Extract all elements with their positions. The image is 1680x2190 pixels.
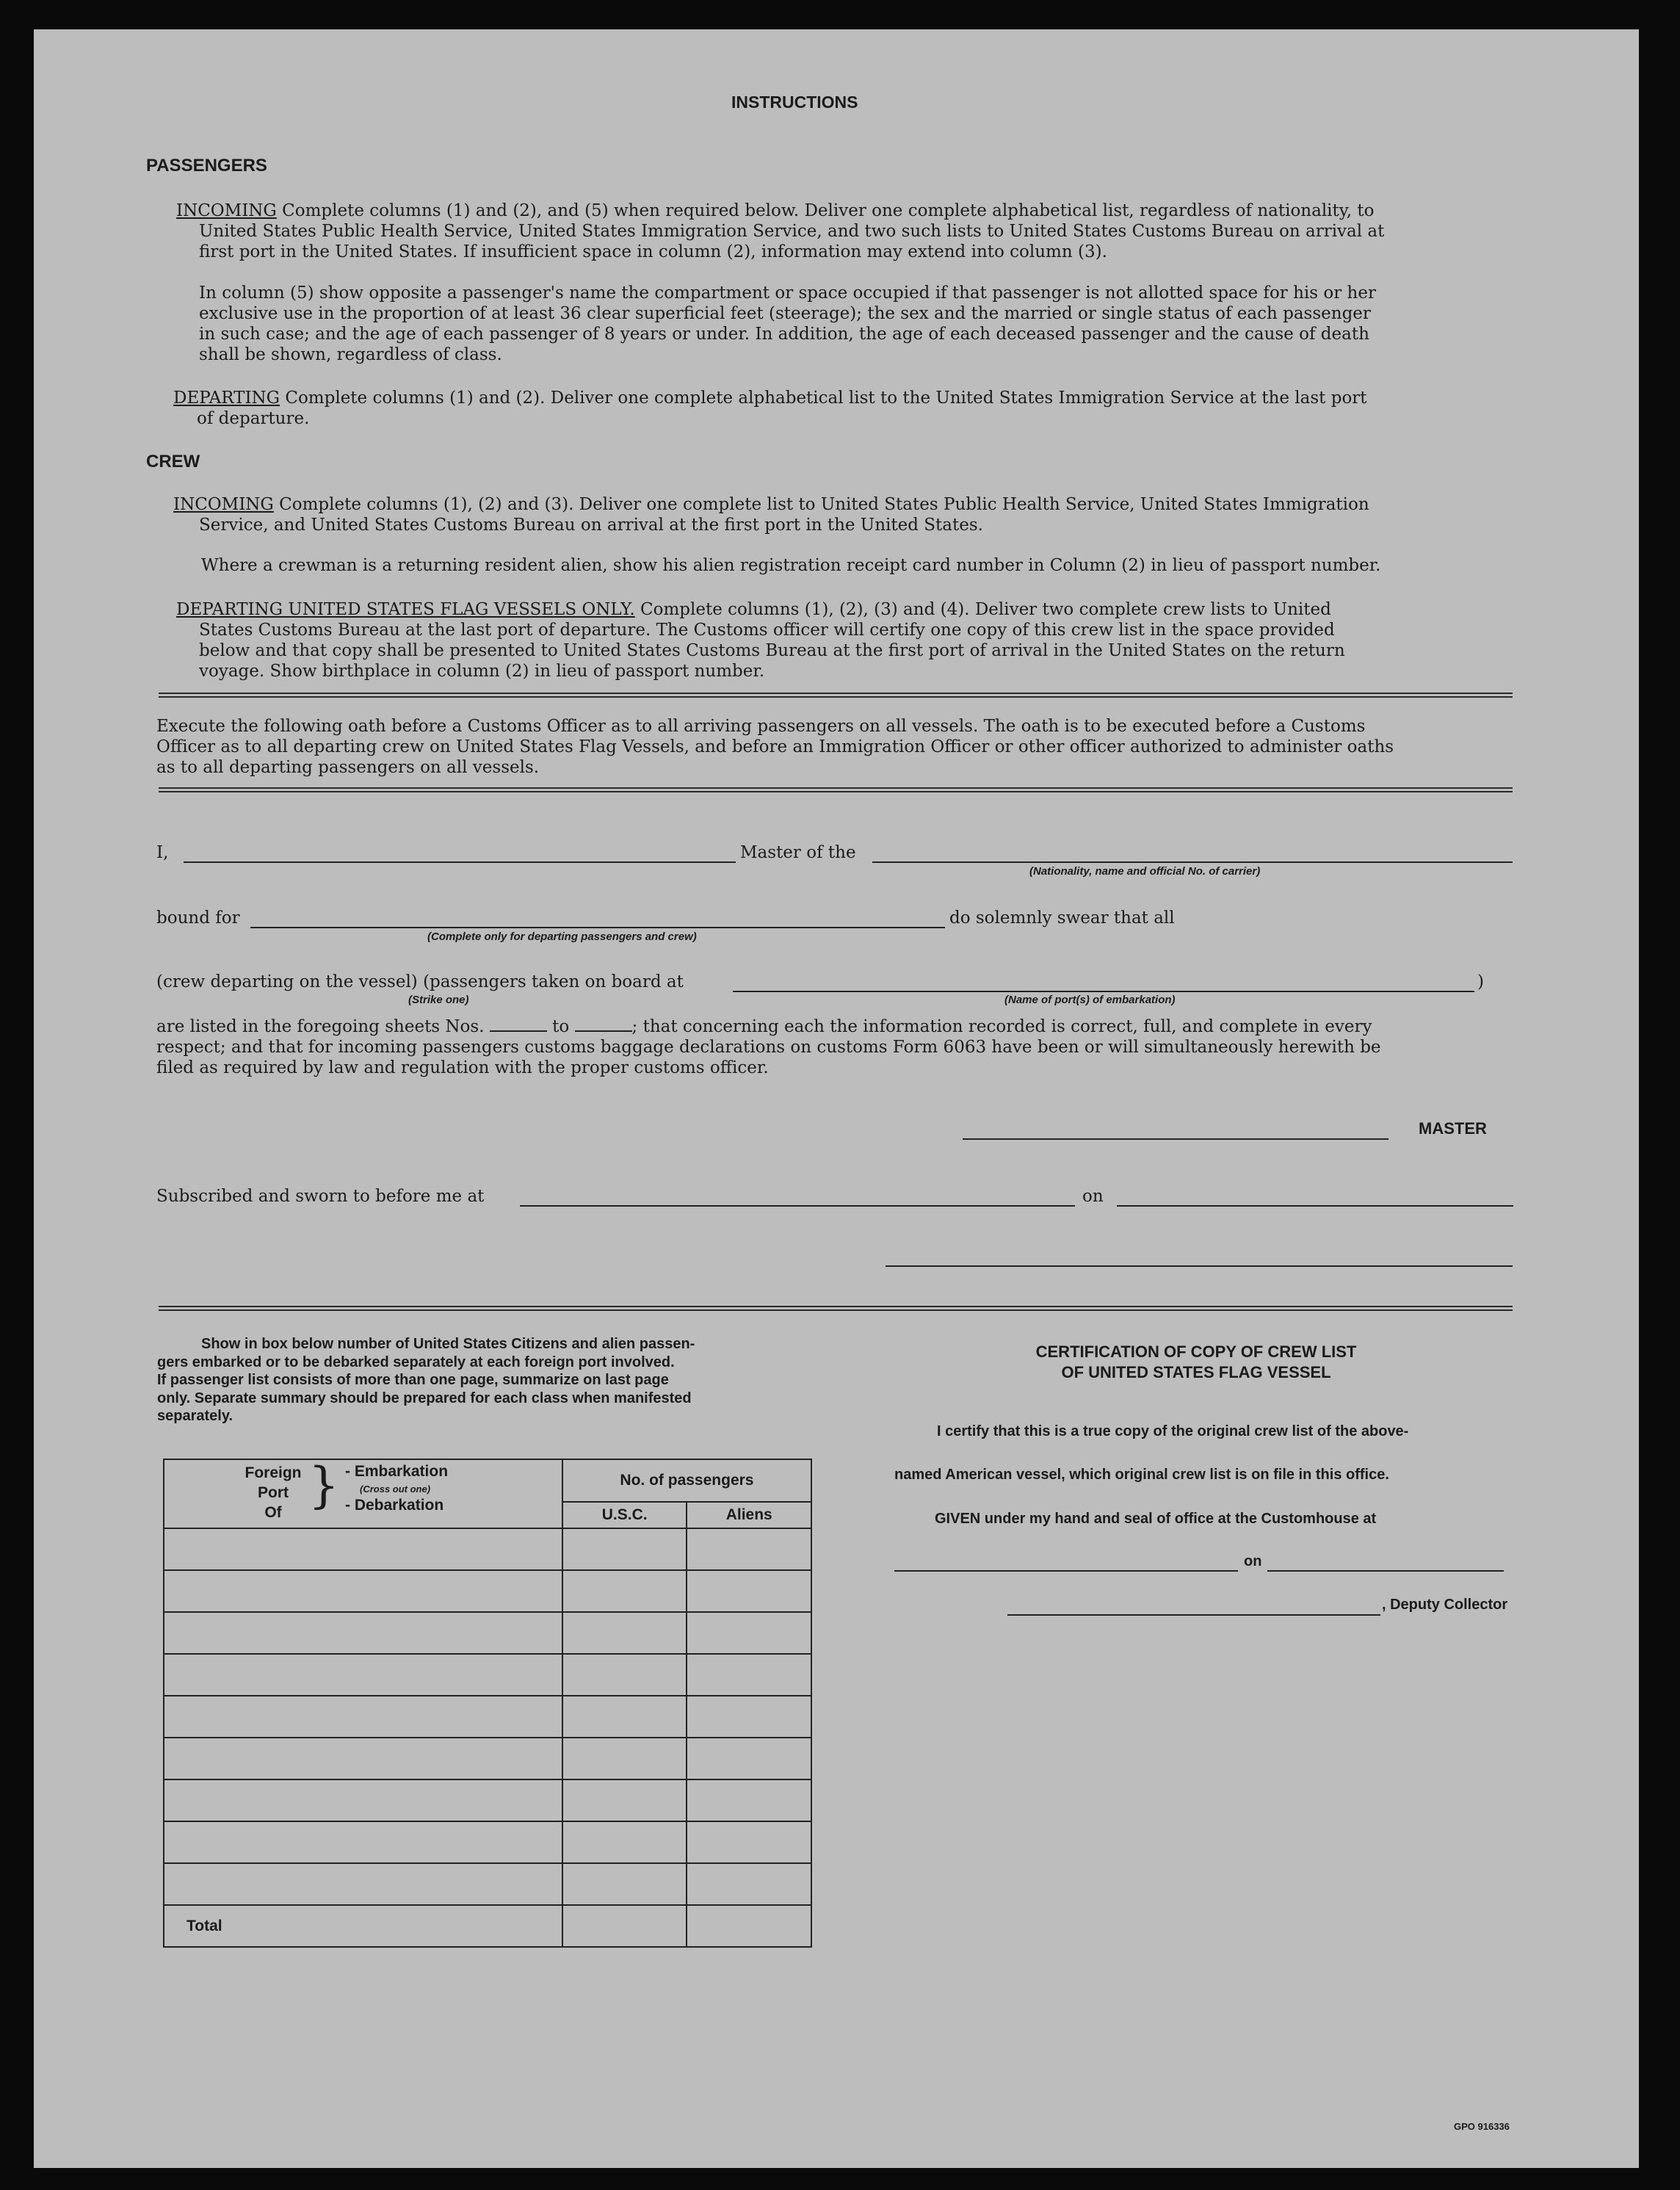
usc-cell[interactable]	[562, 1779, 687, 1821]
port-cell[interactable]	[164, 1738, 562, 1779]
total-row	[164, 1905, 811, 1947]
port-cell[interactable]	[164, 1821, 562, 1863]
text-line: as to all departing passengers on all vessels.	[156, 758, 540, 777]
port-cell[interactable]	[164, 1528, 562, 1570]
certification-text: I certify that this is a true copy of the original crew list of the above-	[937, 1423, 1409, 1439]
usc-cell[interactable]	[562, 1863, 687, 1905]
on-label: on	[1082, 1187, 1104, 1206]
port-note: (Name of port(s) of embarkation)	[1004, 994, 1176, 1006]
subscribed-label: Subscribed and sworn to before me at	[156, 1187, 485, 1206]
embarkation-option[interactable]: - Embarkation	[345, 1463, 449, 1480]
form-page	[34, 29, 1639, 2168]
on-label: on	[1244, 1553, 1262, 1569]
text-line: below and that copy shall be presented to United States Customs Bureau at the first port of arrival in the United States on the return	[199, 641, 1345, 660]
table-row	[164, 1528, 811, 1570]
usc-cell[interactable]	[562, 1612, 687, 1654]
cross-out-note: (Cross out one)	[360, 1484, 431, 1495]
usc-cell[interactable]	[562, 1654, 687, 1696]
port-cell[interactable]	[164, 1779, 562, 1821]
aliens-cell[interactable]	[687, 1821, 811, 1863]
total-label: Total	[164, 1905, 562, 1947]
deputy-collector-label: , Deputy Collector	[1382, 1597, 1508, 1613]
text-line: Where a crewman is a returning resident alien, show his alien registration receipt card number in Column (2) in lieu of passport number.	[201, 556, 1381, 575]
sheet-from-field[interactable]	[490, 1030, 547, 1032]
bound-for-field[interactable]	[250, 927, 945, 928]
port-cell[interactable]	[164, 1863, 562, 1905]
no-passengers-header: No. of passengers	[562, 1459, 811, 1502]
aliens-cell[interactable]	[687, 1863, 811, 1905]
deputy-signature-field[interactable]	[1007, 1614, 1380, 1616]
oath-i-label: I,	[156, 843, 169, 862]
text-line: States Customs Bureau at the last port of departure. The Customs officer will certify one copy of this crew list in the space provided	[199, 621, 1335, 640]
text-line: United States Public Health Service, United States Immigration Service, and two such lists to United States Customs Bureau on arrival at	[199, 222, 1385, 241]
usc-cell[interactable]	[562, 1696, 687, 1738]
certification-heading: CERTIFICATION OF COPY OF CREW LIST OF UNITED STATES FLAG VESSEL	[1035, 1342, 1357, 1381]
certification-text: GIVEN under my hand and seal of office at the Customhouse at	[935, 1511, 1377, 1527]
text-line: first port in the United States. If insufficient space in column (2), information may extend into column (3).	[199, 242, 1107, 261]
text-line: Officer as to all departing crew on United States Flag Vessels, and before an Immigration Officer or other officer authorized to administer oaths	[156, 737, 1394, 756]
passengers-heading: PASSENGERS	[146, 156, 267, 176]
table-row	[164, 1863, 811, 1905]
carrier-note: (Nationality, name and official No. of carrier)	[1029, 865, 1261, 878]
divider	[159, 693, 1513, 698]
close-paren: )	[1477, 972, 1484, 991]
gpo-number: GPO 916336	[1454, 2121, 1510, 2132]
sheets-line: are listed in the foregoing sheets Nos. to ; that concerning each the information recorded is correct, full, and complete in every	[156, 1017, 1372, 1036]
sworn-place-field[interactable]	[520, 1205, 1075, 1207]
text-line: shall be shown, regardless of class.	[199, 345, 502, 364]
foreign-port-header: Foreign Port Of } - Embarkation (Cross out one) - Debarkation	[164, 1459, 562, 1528]
aliens-total-cell[interactable]	[687, 1905, 811, 1947]
passengers-departing-label: DEPARTING	[173, 389, 280, 408]
text-line: of departure.	[197, 409, 310, 428]
table-row	[164, 1779, 811, 1821]
officer-signature-field[interactable]	[886, 1265, 1513, 1267]
table-row	[164, 1738, 811, 1779]
sworn-date-field[interactable]	[1117, 1205, 1513, 1207]
certification-text: named American vessel, which original crew list is on file in this office.	[894, 1467, 1389, 1483]
usc-cell[interactable]	[562, 1528, 687, 1570]
aliens-cell[interactable]	[687, 1654, 811, 1696]
crew-departing: DEPARTING UNITED STATES FLAG VESSELS ONLY. Complete columns (1), (2), (3) and (4). Deliver two complete crew lists to United	[176, 600, 1331, 619]
strike-note: (Strike one)	[408, 994, 469, 1006]
text-line: filed as required by law and regulation with the proper customs officer.	[156, 1058, 769, 1077]
master-signature-field[interactable]	[963, 1138, 1388, 1140]
debarkation-option[interactable]: - Debarkation	[345, 1497, 444, 1514]
carrier-field[interactable]	[872, 861, 1513, 863]
master-of-label: Master of the	[740, 843, 856, 862]
aliens-cell[interactable]	[687, 1696, 811, 1738]
crew-departing-text: (crew departing on the vessel) (passengers taken on board at	[156, 972, 684, 991]
text-line: In column (5) show opposite a passenger's name the compartment or space occupied if that passenger is not allotted space for his or her	[199, 283, 1376, 303]
port-cell[interactable]	[164, 1654, 562, 1696]
customhouse-field[interactable]	[894, 1570, 1238, 1572]
port-cell[interactable]	[164, 1570, 562, 1612]
passengers-departing: DEPARTING Complete columns (1) and (2). Deliver one complete alphabetical list to the United States Immigration Service at the last port	[173, 389, 1367, 408]
table-row	[164, 1696, 811, 1738]
passengers-incoming-label: INCOMING	[176, 201, 277, 220]
page-title: INSTRUCTIONS	[731, 93, 858, 112]
port-cell[interactable]	[164, 1612, 562, 1654]
bound-for-label: bound for	[156, 908, 240, 928]
text-line: respect; and that for incoming passengers customs baggage declarations on customs Form 6063 have been or will simultaneously herewith be	[156, 1038, 1381, 1057]
text-line: exclusive use in the proportion of at least 36 clear superficial feet (steerage); the sex and the married or single status of each passenger	[199, 304, 1371, 323]
text-line: Execute the following oath before a Customs Officer as to all arriving passengers on all vessels. The oath is to be executed before a Customs	[156, 717, 1366, 736]
usc-cell[interactable]	[562, 1738, 687, 1779]
bound-note: (Complete only for departing passengers and crew)	[427, 930, 697, 943]
passengers-incoming: INCOMING Complete columns (1) and (2), and (5) when required below. Deliver one complete alphabetical list, regardless of nationality, to	[176, 201, 1375, 220]
usc-cell[interactable]	[562, 1821, 687, 1863]
aliens-cell[interactable]	[687, 1779, 811, 1821]
table-row	[164, 1612, 811, 1654]
text-line: voyage. Show birthplace in column (2) in lieu of passport number.	[199, 662, 765, 681]
passenger-summary-table	[163, 1459, 812, 1948]
aliens-cell[interactable]	[687, 1528, 811, 1570]
master-name-field[interactable]	[184, 861, 736, 863]
aliens-cell[interactable]	[687, 1738, 811, 1779]
embarkation-port-field[interactable]	[733, 991, 1474, 992]
swear-text: do solemnly swear that all	[949, 908, 1175, 928]
divider	[159, 1306, 1513, 1311]
crew-departing-label: DEPARTING UNITED STATES FLAG VESSELS ONLY.	[176, 600, 635, 619]
crew-heading: CREW	[146, 452, 200, 471]
table-row	[164, 1654, 811, 1696]
certification-date-field[interactable]	[1267, 1570, 1504, 1572]
table-row	[164, 1570, 811, 1612]
sheet-to-field[interactable]	[575, 1030, 632, 1032]
divider	[159, 787, 1513, 792]
brace: }	[308, 1457, 339, 1514]
usc-cell[interactable]	[562, 1570, 687, 1612]
summary-instructions: Show in box below number of United States Citizens and alien passen- gers embarked or to be debarked separately at each foreign port involved. If passenger list consists of more than one page, summarize on last page only. Separate summary should be prepared for each class when manifested separately.	[157, 1336, 695, 1424]
aliens-cell[interactable]	[687, 1612, 811, 1654]
crew-incoming-label: INCOMING	[173, 495, 274, 514]
usc-header: U.S.C.	[562, 1502, 687, 1528]
crew-incoming: INCOMING Complete columns (1), (2) and (3). Deliver one complete list to United States Public Health Service, United States Immigration	[173, 495, 1369, 514]
aliens-header: Aliens	[687, 1502, 811, 1528]
usc-total-cell[interactable]	[562, 1905, 687, 1947]
aliens-cell[interactable]	[687, 1570, 811, 1612]
port-cell[interactable]	[164, 1696, 562, 1738]
text-line: in such case; and the age of each passenger of 8 years or under. In addition, the age of each deceased passenger and the cause of death	[199, 325, 1369, 344]
master-label: MASTER	[1419, 1119, 1487, 1138]
table-row	[164, 1821, 811, 1863]
text-line: Service, and United States Customs Bureau on arrival at the first port in the United States.	[199, 516, 983, 535]
